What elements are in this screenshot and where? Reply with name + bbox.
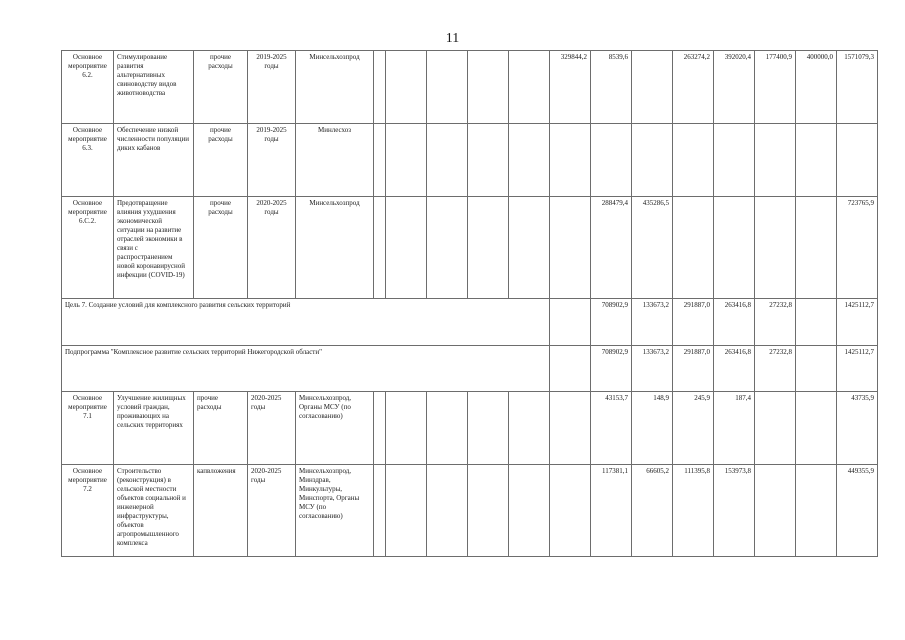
activity-description: Обеспечение низкой численности популяции диких кабанов — [114, 124, 194, 197]
total-cell: 43735,9 — [837, 392, 878, 465]
activity-description: Строительство (реконструкция) в сельской местности объектов социальной и инженерной инфраструктуры, объектов агропромышленного комплекса — [114, 465, 194, 557]
table-body — [62, 51, 878, 557]
expense-type: прочие расходы — [194, 197, 248, 299]
empty-cell — [374, 124, 386, 197]
empty-cell — [427, 465, 468, 557]
value-cell: 708902,9 — [591, 299, 632, 346]
empty-cell — [468, 124, 509, 197]
value-cell: 27232,8 — [755, 346, 796, 392]
value-cell — [755, 465, 796, 557]
empty-cell — [509, 51, 550, 124]
activity-description: Предотвращение влияния ухудшения экономической ситуации на развитие отраслей экономики в связи с распространением новой коронавирусной инфекции (COVID-19) — [114, 197, 194, 299]
value-cell — [550, 465, 591, 557]
value-cell — [714, 124, 755, 197]
empty-cell — [427, 392, 468, 465]
value-cell — [632, 51, 673, 124]
value-cell: 27232,8 — [755, 299, 796, 346]
value-cell — [550, 346, 591, 392]
period: 2019-2025 годы — [248, 124, 296, 197]
value-cell: 392020,4 — [714, 51, 755, 124]
value-cell: 177400,9 — [755, 51, 796, 124]
value-cell: 111395,8 — [673, 465, 714, 557]
value-cell — [550, 197, 591, 299]
empty-cell — [468, 197, 509, 299]
executor: Минсельхозпрод, Органы МСУ (по согласованию) — [296, 392, 374, 465]
value-cell: 291887,0 — [673, 346, 714, 392]
empty-cell — [468, 392, 509, 465]
value-cell — [796, 197, 837, 299]
value-cell: 400000,0 — [796, 51, 837, 124]
empty-cell — [374, 392, 386, 465]
period: 2020-2025 годы — [248, 465, 296, 557]
value-cell: 329844,2 — [550, 51, 591, 124]
value-cell — [796, 346, 837, 392]
empty-cell — [427, 197, 468, 299]
period: 2020-2025 годы — [248, 392, 296, 465]
period: 2019-2025 годы — [248, 51, 296, 124]
value-cell: 263416,8 — [714, 299, 755, 346]
subprogram-title: Подпрограмма "Комплексное развитие сельских территорий Нижегородской области" — [62, 346, 550, 392]
expense-type: капвложения — [194, 465, 248, 557]
value-cell: 43153,7 — [591, 392, 632, 465]
value-cell — [591, 124, 632, 197]
value-cell — [796, 392, 837, 465]
empty-cell — [509, 124, 550, 197]
activity-description: Улучшение жилищных условий граждан, проживающих на сельских территориях — [114, 392, 194, 465]
activity-label: Основное мероприятие 6.2. — [62, 51, 114, 124]
activity-label: Основное мероприятие 7.1 — [62, 392, 114, 465]
total-cell — [837, 124, 878, 197]
budget-table — [61, 50, 878, 557]
value-cell: 245,9 — [673, 392, 714, 465]
total-cell: 1571079,3 — [837, 51, 878, 124]
activity-label: Основное мероприятие 6.3. — [62, 124, 114, 197]
empty-cell — [509, 197, 550, 299]
empty-cell — [427, 124, 468, 197]
table-row — [62, 299, 878, 346]
empty-cell — [374, 465, 386, 557]
value-cell: 708902,9 — [591, 346, 632, 392]
value-cell: 117381,1 — [591, 465, 632, 557]
value-cell — [796, 465, 837, 557]
value-cell — [755, 392, 796, 465]
empty-cell — [386, 465, 427, 557]
value-cell — [550, 392, 591, 465]
value-cell: 148,9 — [632, 392, 673, 465]
value-cell: 133673,2 — [632, 346, 673, 392]
empty-cell — [374, 51, 386, 124]
value-cell — [550, 299, 591, 346]
empty-cell — [509, 392, 550, 465]
value-cell: 435286,5 — [632, 197, 673, 299]
executor: Минсельхозпрод — [296, 51, 374, 124]
total-cell: 1425112,7 — [837, 346, 878, 392]
value-cell: 153973,8 — [714, 465, 755, 557]
value-cell: 133673,2 — [632, 299, 673, 346]
empty-cell — [509, 465, 550, 557]
period: 2020-2025 годы — [248, 197, 296, 299]
value-cell — [796, 124, 837, 197]
value-cell — [796, 299, 837, 346]
value-cell — [755, 124, 796, 197]
total-cell: 723765,9 — [837, 197, 878, 299]
empty-cell — [386, 51, 427, 124]
value-cell: 8539,6 — [591, 51, 632, 124]
value-cell — [632, 124, 673, 197]
table-row — [62, 346, 878, 392]
empty-cell — [386, 197, 427, 299]
empty-cell — [386, 124, 427, 197]
empty-cell — [468, 465, 509, 557]
expense-type: прочие расходы — [194, 51, 248, 124]
page-number: 11 — [445, 31, 460, 46]
executor: Минсельхозпрод — [296, 197, 374, 299]
executor: Минсельхозпрод, Минздрав, Минкультуры, Минспорта, Органы МСУ (по согласованию) — [296, 465, 374, 557]
table-row — [62, 465, 878, 557]
activity-label: Основное мероприятие 7.2 — [62, 465, 114, 557]
expense-type: прочие расходы — [194, 392, 248, 465]
table-row — [62, 124, 878, 197]
value-cell — [673, 124, 714, 197]
expense-type: прочие расходы — [194, 124, 248, 197]
goal-title: Цель 7. Создание условий для комплексного развития сельских территорий — [62, 299, 550, 346]
value-cell: 187,4 — [714, 392, 755, 465]
value-cell: 66605,2 — [632, 465, 673, 557]
activity-label: Основное мероприятие 6.С.2. — [62, 197, 114, 299]
table-row — [62, 197, 878, 299]
value-cell: 288479,4 — [591, 197, 632, 299]
executor: Минлесхоз — [296, 124, 374, 197]
activity-description: Стимулирование развития альтернативных свиноводству видов животноводства — [114, 51, 194, 124]
table-row — [62, 392, 878, 465]
value-cell: 291887,0 — [673, 299, 714, 346]
total-cell: 449355,9 — [837, 465, 878, 557]
value-cell — [550, 124, 591, 197]
value-cell: 263274,2 — [673, 51, 714, 124]
empty-cell — [427, 51, 468, 124]
empty-cell — [468, 51, 509, 124]
value-cell — [755, 197, 796, 299]
table-row — [62, 51, 878, 124]
value-cell: 263416,8 — [714, 346, 755, 392]
empty-cell — [386, 392, 427, 465]
empty-cell — [374, 197, 386, 299]
value-cell — [714, 197, 755, 299]
value-cell — [673, 197, 714, 299]
total-cell: 1425112,7 — [837, 299, 878, 346]
